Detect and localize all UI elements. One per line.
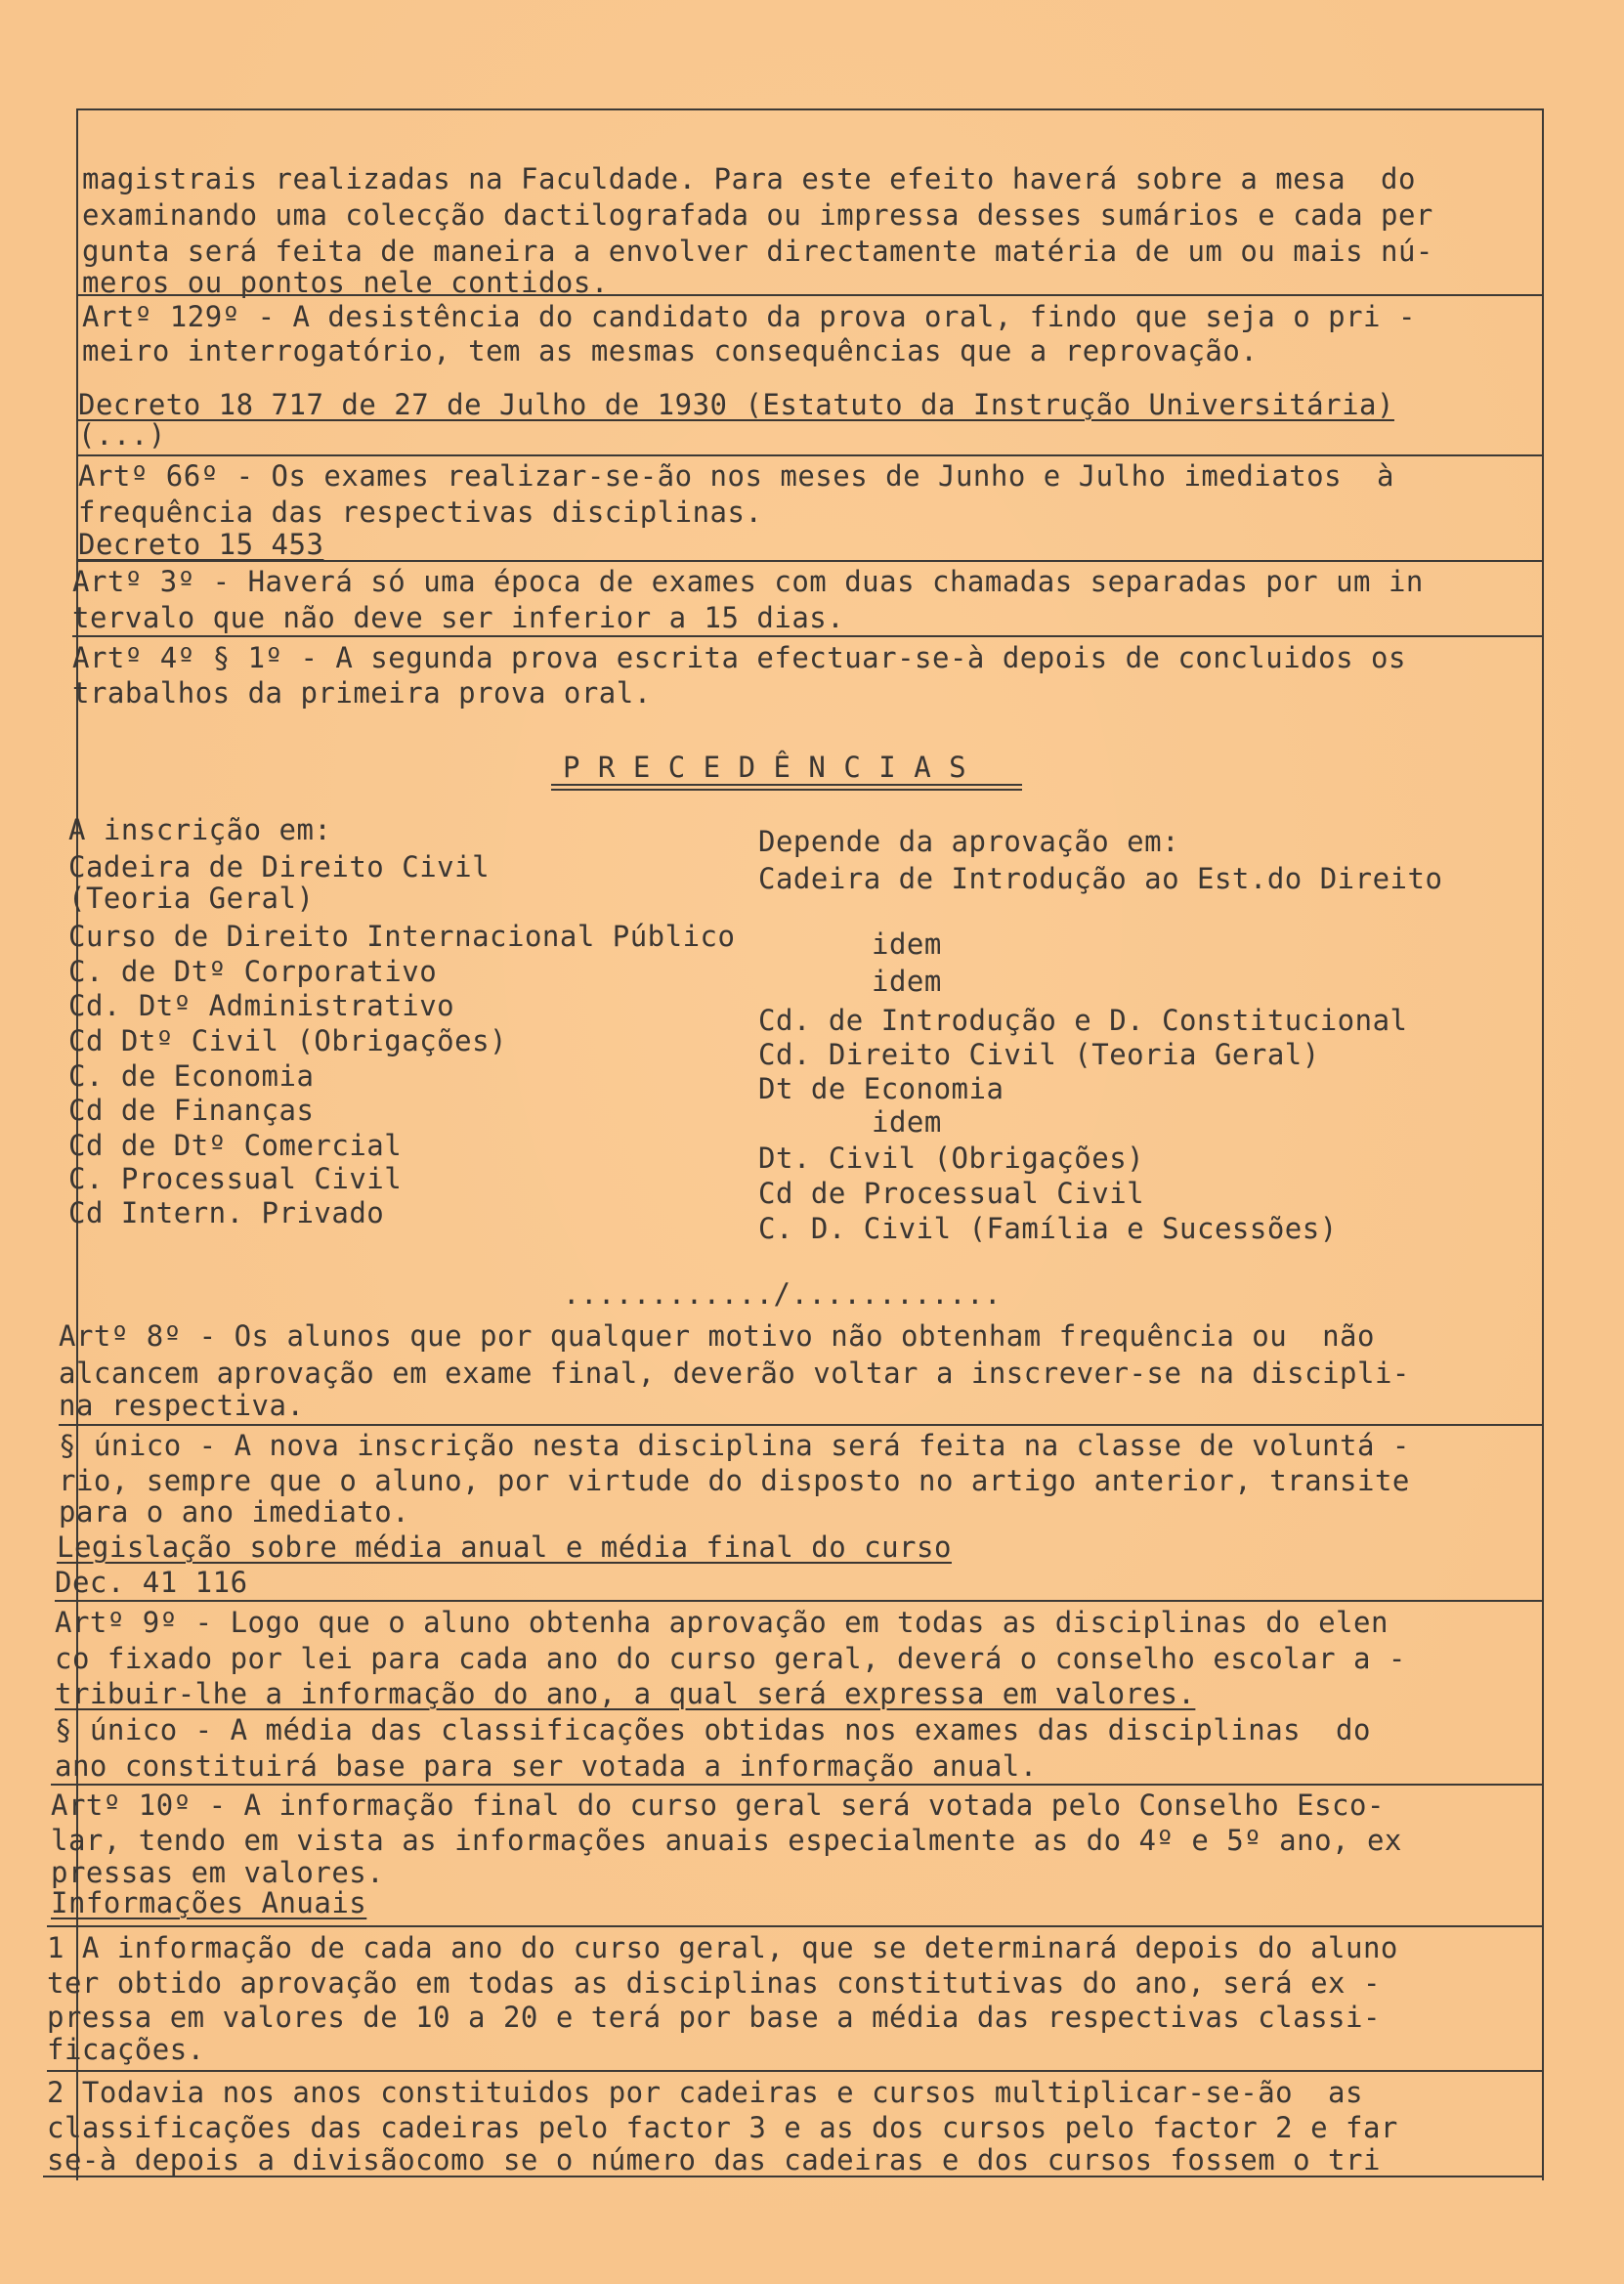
separator-line — [72, 635, 1542, 637]
precedence-right: Cadeira de Introdução ao Est.do Direito — [758, 862, 1443, 895]
precedence-right: Cd de Processual Civil — [758, 1177, 1145, 1210]
legislation-heading: Legislação sobre média anual e média final do curso — [57, 1530, 952, 1564]
title-double-underline — [551, 784, 1022, 791]
article-10: Artº 10º - A informação final do curso geral será votada pelo Conselho Esco- — [51, 1788, 1385, 1822]
text-line: frequência das respectivas disciplinas. — [78, 496, 763, 529]
text-line: pressas em valores. — [51, 1856, 385, 1889]
text-line: trabalhos da primeira prova oral. — [72, 676, 652, 710]
precedence-right: Cd. Direito Civil (Teoria Geral) — [758, 1038, 1320, 1071]
precedence-left: Cd Dtº Civil (Obrigações) — [68, 1024, 507, 1057]
precedence-left: Cd de Dtº Comercial — [68, 1129, 403, 1162]
text-line: ficações. — [47, 2033, 205, 2066]
dotted-divider: ............/............ — [563, 1277, 1002, 1311]
text-line: na respectiva. — [59, 1389, 305, 1422]
precedence-left: Cd Intern. Privado — [68, 1196, 385, 1229]
separator-line — [51, 1784, 1542, 1786]
precedence-right: C. D. Civil (Família e Sucessões) — [758, 1212, 1338, 1245]
separator-line — [47, 2070, 1542, 2072]
text-line: meros ou pontos nele contidos. — [82, 266, 609, 299]
text-line: rio, sempre que o aluno, por virtude do disposto no artigo anterior, transite — [59, 1464, 1410, 1497]
text-line: co fixado por lei para cada ano do curso geral, deverá o conselho escolar a - — [55, 1642, 1406, 1675]
text-line: examinando uma colecção dactilografada ou impressa desses sumários e cada per — [82, 198, 1433, 232]
section-title: P R E C E D Ê N C I A S — [563, 751, 967, 784]
text-line: se-à depois a divisãocomo se o número das cadeiras e dos cursos fossem o tri — [47, 2143, 1381, 2176]
text-line: ano constituirá base para ser votada a informação anual. — [55, 1749, 1038, 1783]
article-3: Artº 3º - Haverá só uma época de exames com duas chamadas separadas por um in — [72, 565, 1424, 598]
precedence-left: C. Processual Civil — [68, 1162, 403, 1195]
text-line: alcancem aprovação em exame final, deverão voltar a inscrever-se na discipli- — [59, 1357, 1410, 1390]
separator-line — [59, 1424, 1542, 1426]
text-line: lar, tendo em vista as informações anuais especialmente as do 4º e 5º ano, ex — [51, 1824, 1402, 1857]
precedence-right: Dt de Economia — [758, 1072, 1004, 1105]
paragraph-unico: § único - A nova inscrição nesta disciplina será feita na classe de voluntá - — [59, 1429, 1410, 1462]
numbered-item: 2 Todavia nos anos constituidos por cadeiras e cursos multiplicar-se-ão as — [47, 2076, 1363, 2109]
text-line: magistrais realizadas na Faculdade. Para este efeito haverá sobre a mesa do — [82, 162, 1416, 195]
text-line: (...) — [78, 418, 166, 452]
text-line: pressa em valores de 10 a 20 e terá por base a média das respectivas classi- — [47, 2001, 1381, 2034]
separator-line — [78, 454, 1542, 456]
precedence-left: Cd de Finanças — [68, 1094, 315, 1127]
precedence-left: C. de Dtº Corporativo — [68, 955, 438, 988]
right-column-header: Depende da aprovação em: — [758, 825, 1180, 858]
decree-reference: Dec. 41 116 — [55, 1566, 248, 1599]
precedence-right: idem — [872, 927, 942, 961]
separator-line — [55, 1600, 1542, 1602]
text-line: classificações das cadeiras pelo factor 3 e as dos cursos pelo factor 2 e far — [47, 2111, 1398, 2144]
paragraph-unico: § único - A média das classificações obtidas nos exames das disciplinas do — [55, 1713, 1371, 1746]
precedence-left: (Teoria Geral) — [68, 882, 315, 915]
article-4: Artº 4º § 1º - A segunda prova escrita efectuar-se-à depois de concluidos os — [72, 641, 1406, 674]
article-129: Artº 129º - A desistência do candidato da prova oral, findo que seja o pri - — [82, 300, 1416, 333]
precedence-right: Dt. Civil (Obrigações) — [758, 1142, 1145, 1175]
decree-heading: Decreto 18 717 de 27 de Julho de 1930 (Estatuto da Instrução Universitária) — [78, 388, 1394, 421]
text-line: tervalo que não deve ser inferior a 15 dias. — [72, 601, 845, 634]
precedence-right: Cd. de Introdução e D. Constitucional — [758, 1004, 1408, 1037]
precedence-left: Cadeira de Direito Civil — [68, 850, 491, 883]
frame-top-border — [76, 108, 1544, 110]
text-line: para o ano imediato. — [59, 1495, 410, 1529]
numbered-item: 1 A informação de cada ano do curso geral, que se determinará depois do aluno — [47, 1931, 1398, 1964]
precedence-right: idem — [872, 965, 942, 998]
precedence-left: Curso de Direito Internacional Público — [68, 920, 736, 953]
text-line: meiro interrogatório, tem as mesmas consequências que a reprovação. — [82, 334, 1259, 367]
frame-right-border — [1542, 108, 1544, 2180]
article-9: Artº 9º - Logo que o aluno obtenha aprovação em todas as disciplinas do elen — [55, 1606, 1389, 1639]
precedence-left: Cd. Dtº Administrativo — [68, 989, 455, 1022]
left-column-header: A inscrição em: — [68, 813, 332, 846]
text-line: ter obtido aprovação em todas as disciplinas constitutivas do ano, será ex - — [47, 1966, 1381, 2000]
text-line: gunta será feita de maneira a envolver directamente matéria de um ou mais nú- — [82, 235, 1433, 268]
separator-line — [78, 560, 1542, 562]
precedence-right: idem — [872, 1105, 942, 1139]
article-66: Artº 66º - Os exames realizar-se-ão nos meses de Junho e Julho imediatos à — [78, 459, 1394, 493]
annual-information-heading: Informações Anuais — [51, 1886, 367, 1919]
precedence-left: C. de Economia — [68, 1059, 315, 1093]
article-8: Artº 8º - Os alunos que por qualquer motivo não obtenham frequência ou não — [59, 1319, 1375, 1353]
decree-heading: Decreto 15 453 — [78, 528, 324, 561]
separator-line — [47, 1925, 1542, 1927]
separator-line — [78, 294, 1542, 296]
text-line: tribuir-lhe a informação do ano, a qual será expressa em valores. — [55, 1677, 1196, 1710]
